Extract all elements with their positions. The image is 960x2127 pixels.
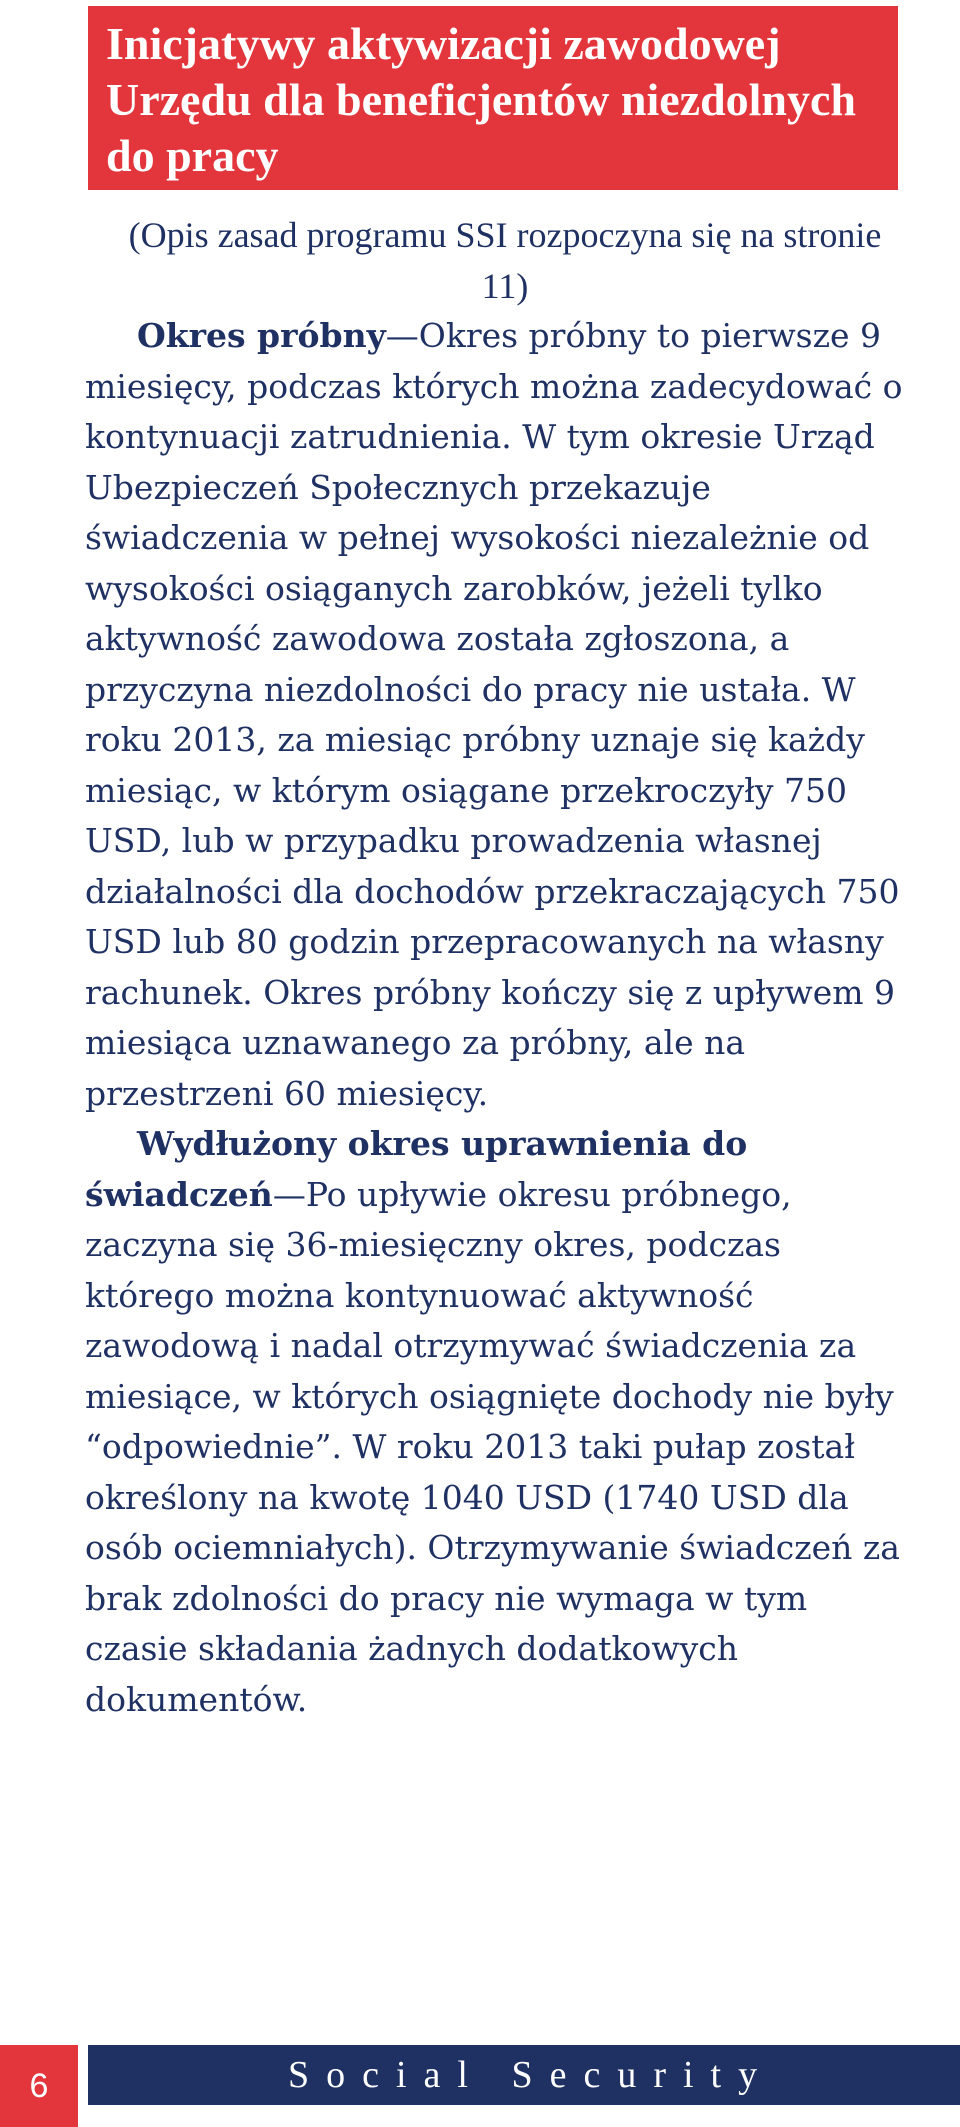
section-term: Wydłużony okres uprawnienia do świadczeń [85,1124,748,1214]
footer-bar [88,2045,960,2105]
em-dash: — [272,1174,306,1214]
intro-note: (Opis zasad programu SSI rozpoczyna się na stronie 11) [128,215,882,306]
main-content [85,210,905,1725]
section-body: Okres próbny to pierwsze 9 miesięcy, podczas których można zadecydować o kontynuacji zatrudnienia. W tym okresie Urząd Ubezpieczeń Społecznych przekazuje świadczenia w pełnej wysokości niezależnie od wysokości osiąganych zarobków, jeżeli tylko aktywność zawodowa została zgłoszona, a przyczyna niezdolności do pracy nie ustała. W roku 2013, za miesiąc próbny uznaje się każdy miesiąc, w którym osiągane przekroczyły 750 USD, lub w przypadku prowadzenia własnej działalności dla dochodów przekraczających 750 USD lub 80 godzin przepracowanych na własny rachunek. Okres próbny kończy się z upływem 9 miesiąca uznawanego za próbny, ale na przestrzeni 60 miesięcy. [85,316,903,1113]
em-dash: — [385,316,419,355]
page-title: Inicjatywy aktywizacji zawodowej Urzędu dla beneficjentów niezdolnych do pracy [106,18,857,181]
section-term: Okres próbny [137,316,386,355]
title-banner [88,6,898,190]
page-number: 6 [29,2067,49,2105]
section-extended-eligibility [85,1119,905,1725]
section-trial-period [85,311,905,1119]
footer-publication-name: Social Security [288,2054,775,2096]
section-body: Po upływie okresu próbnego, zaczyna się 36-miesięczny okres, podczas którego można kontynuować aktywność zawodową i nadal otrzymywać świadczenia za miesiące, w których osiągnięte dochody nie były “odpowiednie”. W roku 2013 taki pułap został określony na kwotę 1040 USD (1740 USD dla osób ociemniałych). Otrzymywanie świadczeń za brak zdolności do pracy nie wymaga w tym czasie składania żadnych dodatkowych dokumentów. [85,1174,900,1719]
page-number-box [0,2045,78,2127]
